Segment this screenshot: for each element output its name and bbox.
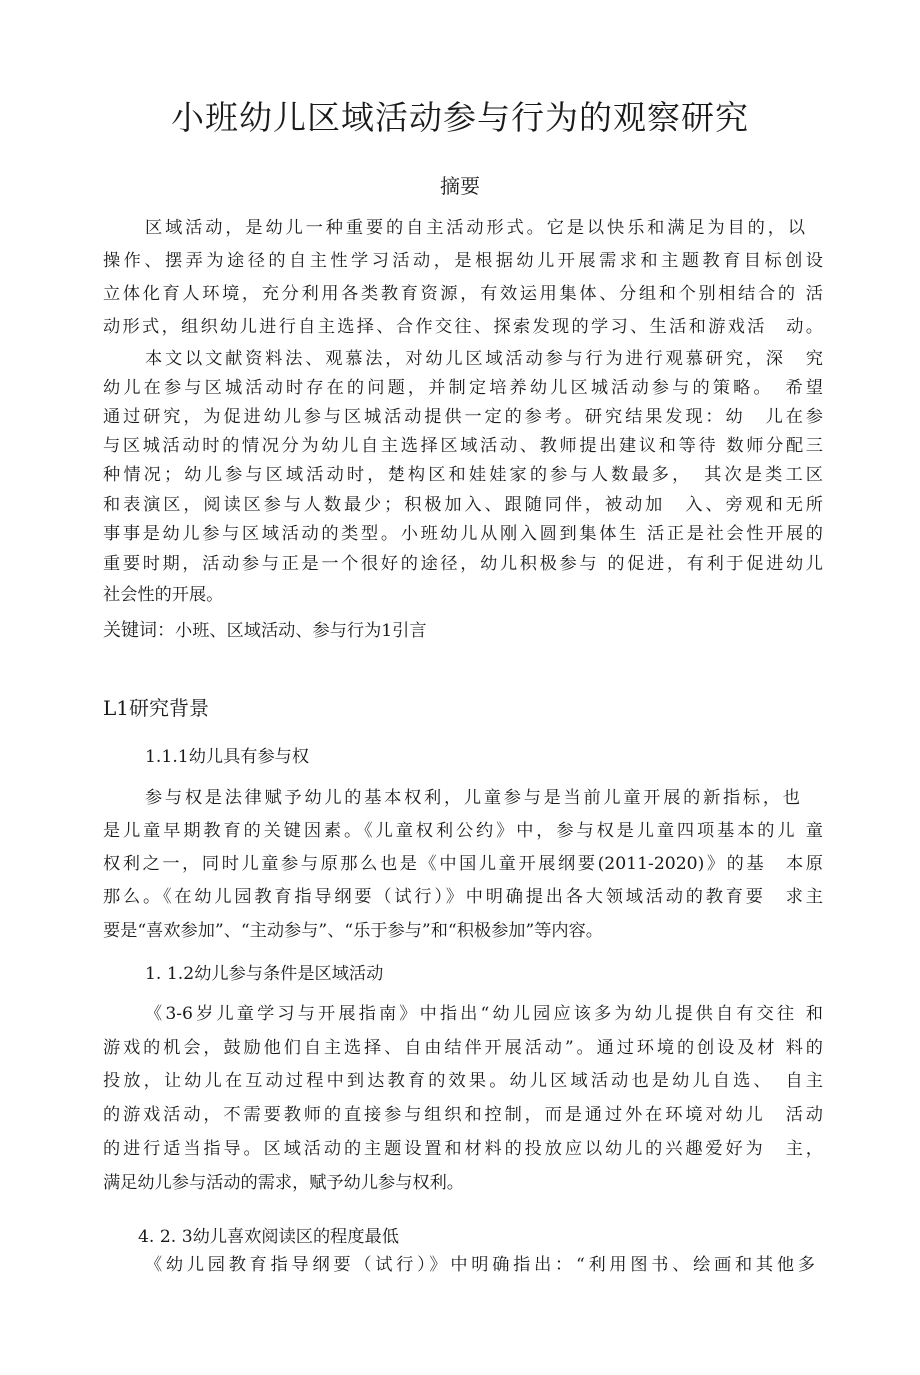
body-line: 的游戏活动，不需要教师的直接参与组织和控制，而是通过外在环境对幼儿 活动	[103, 1105, 823, 1125]
body-line: 游戏的机会，鼓励他们自主选择、自由结伴开展活动”。通过环境的创设及材 料的	[103, 1038, 823, 1058]
abstract-line: 区域活动，是幼儿一种重要的自主活动形式。它是以快乐和满足为目的，以	[145, 218, 805, 238]
body-line: 那么。《在幼儿园教育指导纲要（试行）》中明确提出各大领域活动的教育要 求主	[103, 887, 823, 907]
body-line: 权利之一，同时儿童参与原那么也是《中国儿童开展纲要(2011-2020)》的基 本原	[103, 854, 823, 874]
body-line: 投放，让幼儿在互动过程中到达教育的效果。幼儿区域活动也是幼儿自选、 自主	[103, 1071, 823, 1091]
abstract-line: 和表演区，阅读区参与人数最少；积极加入、跟随同伴，被动加 入、旁观和无所	[103, 495, 823, 515]
abstract-line: 本文以文献资料法、观慕法，对幼儿区域活动参与行为进行观慕研究，深 究	[145, 349, 823, 369]
abstract-line: 种情况；幼儿参与区域活动时，楚构区和娃娃家的参与人数最多， 其次是类工区	[103, 465, 823, 485]
body-line: 《3-6岁儿童学习与开展指南》中指出“幼儿园应该多为幼儿提供自有交往 和	[145, 1004, 823, 1024]
abstract-line: 事事是幼儿参与区域活动的类型。小班幼儿从刚入圆到集体生 活正是社会性开展的	[103, 524, 823, 544]
body-line: 《幼儿园教育指导纲要（试行）》中明确指出：“利用图书、绘画和其他多	[145, 1255, 815, 1275]
abstract-line: 重要时期，活动参与正是一个很好的途径，幼儿积极参与 的促进，有利于促进幼儿	[103, 554, 823, 574]
keywords	[103, 619, 427, 643]
body-line: 要是“喜欢参加”、“主动参与”、“乐于参与”和“积极参加”等内容。	[103, 921, 603, 941]
keywords-label: 关键词：	[103, 620, 175, 641]
abstract-line: 与区城活动时的情况分为幼儿自主选择区域活动、教师提出建议和等待 数师分配三	[103, 436, 823, 456]
body-line: 参与权是法律赋予幼儿的基本权利，儿童参与是当前儿童开展的新指标，也	[145, 788, 800, 808]
abstract-line: 通过研究，为促进幼儿参与区城活动提供一定的参考。研究结果发现：幼 儿在参	[103, 407, 823, 427]
abstract-line: 立体化育人环境，充分利用各类教育资源，有效运用集体、分组和个别相结合的 活	[103, 284, 823, 304]
abstract-line: 社会性的开展。	[103, 585, 224, 605]
document-title: 小班幼儿区域活动参与行为的观察研究	[171, 98, 749, 137]
abstract-line: 幼儿在参与区城活动时存在的问题，并制定培养幼儿区城活动参与的策略。 希望	[103, 378, 823, 398]
body-line: 满足幼儿参与活动的需求，赋予幼儿参与权利。	[103, 1173, 464, 1193]
subsection-heading: 1.1.1幼儿具有参与权	[145, 747, 310, 767]
abstract-line: 操作、摆弄为途径的自主性学习活动，是根据幼儿开展需求和主题教育目标创设	[103, 251, 823, 271]
keywords-text: 小班、区域活动、参与行为1引言	[175, 621, 427, 641]
body-line: 的进行适当指导。区域活动的主题设置和材料的投放应以幼儿的兴趣爱好为 主，	[103, 1139, 823, 1159]
section-heading: L1研究背景	[103, 696, 210, 720]
subsection-heading: 4. 2. 3幼儿喜欢阅读区的程度最低	[138, 1227, 399, 1247]
subsection-heading: 1. 1.2幼儿参与条件是区域活动	[145, 964, 384, 984]
abstract-line: 动形式，组织幼儿进行自主选择、合作交往、探索发现的学习、生活和游戏活 动。	[103, 317, 823, 337]
body-line: 是儿童早期教育的关键因素。《儿童权利公约》中，参与权是儿童四项基本的儿 童	[103, 821, 823, 841]
abstract-heading: 摘要	[440, 174, 480, 198]
